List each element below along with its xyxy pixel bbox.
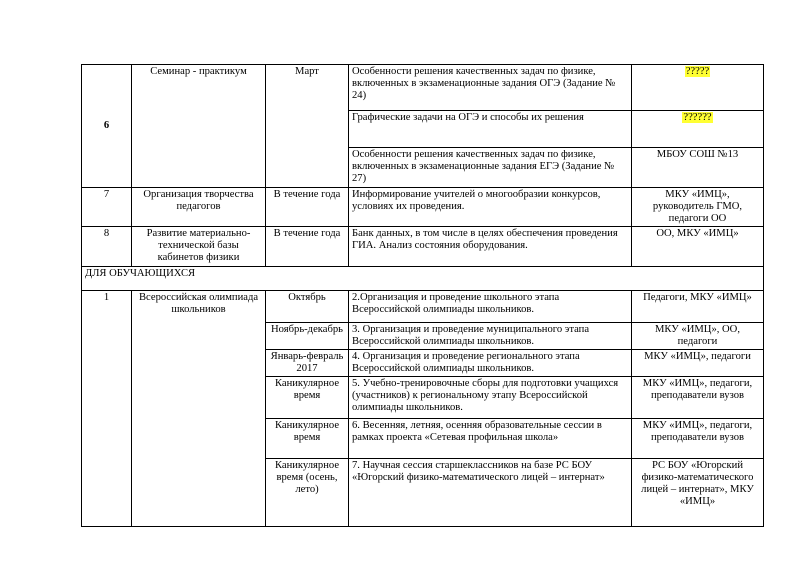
responsible-cell [632, 111, 764, 148]
plan-table [81, 64, 764, 527]
responsible-cell: МКУ «ИМЦ», педагоги [632, 350, 764, 377]
table-row [82, 291, 764, 323]
responsible-cell: МБОУ СОШ №13 [632, 148, 764, 188]
responsible-cell: Педагоги, МКУ «ИМЦ» [632, 291, 764, 323]
content-cell: Графические задачи на ОГЭ и способы их решения [349, 111, 632, 148]
content-cell: 6. Весенняя, летняя, осенняя образовательные сессии в рамках проекта «Сетевая профильная школа» [349, 419, 632, 459]
row-number: 8 [82, 227, 132, 267]
responsible-cell: РС БОУ «Югорский физико-математического лицей – интернат», МКУ «ИМЦ» [632, 459, 764, 527]
responsible-cell [632, 65, 764, 111]
highlighted-text: ?????? [683, 112, 712, 123]
responsible-cell: МКУ «ИМЦ», педагоги, преподаватели вузов [632, 377, 764, 419]
when-cell: Январь-февраль 2017 [266, 350, 349, 377]
event-cell: Организация творчества педагогов [132, 188, 266, 227]
content-cell: 4. Организация и проведение регионального этапа Всероссийской олимпиады школьников. [349, 350, 632, 377]
responsible-cell: МКУ «ИМЦ», руководитель ГМО, педагоги ОО [632, 188, 764, 227]
when-cell: Октябрь [266, 291, 349, 323]
when-cell: Март [266, 65, 349, 188]
content-cell: Особенности решения качественных задач по физике, включенных в экзаменационные задания ОГЭ (Задание № 24) [349, 65, 632, 111]
table-row [82, 65, 764, 111]
when-cell: Ноябрь-декабрь [266, 323, 349, 350]
highlighted-text: ????? [685, 66, 710, 77]
section-row [82, 267, 764, 291]
when-cell: В течение года [266, 188, 349, 227]
row-number: 1 [82, 291, 132, 527]
when-cell: В течение года [266, 227, 349, 267]
event-cell: Семинар - практикум [132, 65, 266, 188]
event-cell: Развитие материально-технической базы кабинетов физики [132, 227, 266, 267]
content-cell: 3. Организация и проведение муниципального этапа Всероссийской олимпиады школьников. [349, 323, 632, 350]
content-cell: 2.Организация и проведение школьного этапа Всероссийской олимпиады школьников. [349, 291, 632, 323]
row-number: 7 [82, 188, 132, 227]
responsible-cell: МКУ «ИМЦ», ОО, педагоги [632, 323, 764, 350]
content-cell: Особенности решения качественных задач по физике, включенных в экзаменационные задания ЕГЭ (Задание № 27) [349, 148, 632, 188]
content-cell: Банк данных, в том числе в целях обеспечения проведения ГИА. Анализ состояния оборудования. [349, 227, 632, 267]
when-cell: Каникулярное время [266, 377, 349, 419]
section-title: ДЛЯ ОБУЧАЮЩИХСЯ [82, 267, 764, 291]
row-number: 6 [82, 65, 132, 188]
responsible-cell: МКУ «ИМЦ», педагоги, преподаватели вузов [632, 419, 764, 459]
table-row [82, 227, 764, 267]
content-cell: 7. Научная сессия старшеклассников на базе РС БОУ «Югорский физико-математического лицей – интернат» [349, 459, 632, 527]
table-row [82, 188, 764, 227]
content-cell: 5. Учебно-тренировочные сборы для подготовки учащихся (участников) к региональному этапу Всероссийской олимпиады школьников. [349, 377, 632, 419]
when-cell: Каникулярное время (осень, лето) [266, 459, 349, 527]
responsible-cell: ОО, МКУ «ИМЦ» [632, 227, 764, 267]
content-cell: Информирование учителей о многообразии конкурсов, условиях их проведения. [349, 188, 632, 227]
when-cell: Каникулярное время [266, 419, 349, 459]
event-cell: Всероссийская олимпиада школьников [132, 291, 266, 527]
